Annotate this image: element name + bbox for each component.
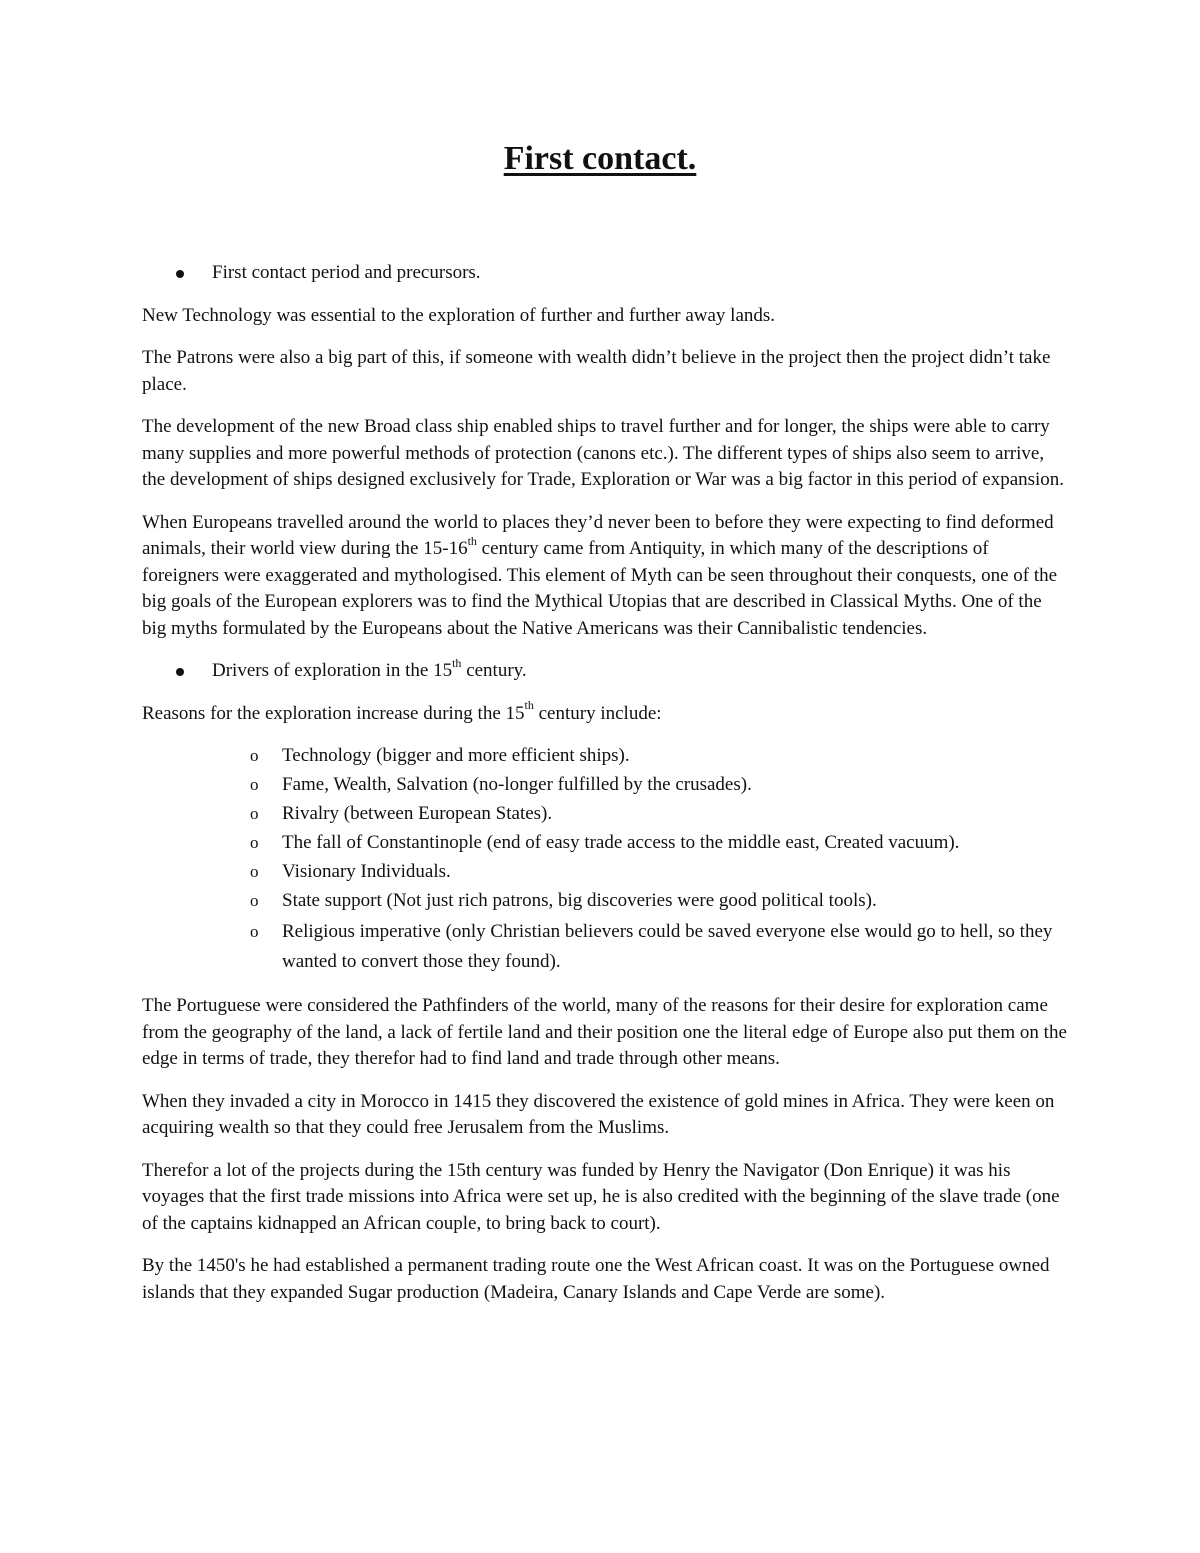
- circle-bullet-icon: o: [250, 775, 259, 794]
- list-item-text: State support (Not just rich patrons, big discoveries were good political tools).: [282, 890, 877, 911]
- text-segment: century.: [461, 660, 527, 681]
- document-body: [142, 260, 1067, 1322]
- bullet-text: First contact period and precursors.: [212, 262, 481, 283]
- paragraph-broad-class-ship: The development of the new Broad class ship enabled ships to travel further and for longer, the ships were able to carry many supplies and more powerful methods of protection (canons etc.). The different types of ships also seem to arrive, the development of ships designed exclusively for Trade, Exploration or War was a big factor in this period of expansion.: [142, 416, 1065, 490]
- bullet-text: [212, 655, 527, 681]
- paragraph-new-technology: New Technology was essential to the exploration of further and further away lands.: [142, 304, 776, 326]
- circle-bullet-icon: o: [250, 833, 259, 852]
- bullet-heading-first-contact: [142, 260, 1067, 287]
- list-item: [142, 743, 1067, 770]
- bullet-icon: [176, 668, 184, 676]
- list-item-text: Religious imperative (only Christian believers could be saved everyone else would go to hell, so they wanted to convert those they found).: [282, 921, 1053, 972]
- text-segment: century include:: [533, 702, 662, 724]
- bullet-heading-drivers: [142, 655, 1067, 685]
- superscript: th: [467, 533, 477, 548]
- paragraph-portuguese-pathfinders: The Portuguese were considered the Pathfinders of the world, many of the reasons for their desire for exploration came from the geography of the land, a lack of fertile land and their position one the literal edge of Europe also put them on the edge in terms of trade, they therefor had to find land and trade through other means.: [142, 995, 1067, 1069]
- list-item-text: Fame, Wealth, Salvation (no-longer fulfilled by the crusades).: [282, 774, 752, 795]
- text-segment: Reasons for the exploration increase during the 15: [142, 702, 525, 724]
- text-segment: century came from Antiquity, in which many of the descriptions of foreigners were exaggerated and mythologised. This element of Myth can be seen throughout their conquests, one of the big goals of the European explorers was to find the Mythical Utopias that are described in Classical Myths. One of the big myths formulated by the Europeans about the Native Americans was their Cannibalistic tendencies.: [142, 538, 1058, 639]
- list-item: [142, 830, 1067, 857]
- paragraph-reasons-intro: [142, 698, 1067, 728]
- paragraph-trading-route: By the 1450's he had established a permanent trading route one the West African coast. It was on the Portuguese owned islands that they expanded Sugar production (Madeira, Canary Islands and Cape Verde are some).: [142, 1255, 1050, 1303]
- circle-bullet-icon: o: [250, 922, 259, 941]
- text-segment: When Europeans travelled around the world to places they’d never been to before they were expecting to find deformed animals, their world view during the 15-16: [142, 511, 1054, 559]
- list-item-text: The fall of Constantinople (end of easy trade access to the middle east, Created vacuum).: [282, 832, 960, 853]
- paragraph-henry-navigator: Therefor a lot of the projects during the 15th century was funded by Henry the Navigator (Don Enrique) it was his voyages that the first trade missions into Africa were set up, he is also credited with the beginning of the slave trade (one of the captains kidnapped an African couple, to bring back to court).: [142, 1159, 1060, 1234]
- text-segment: Drivers of exploration in the 15: [212, 660, 453, 681]
- list-item: [142, 801, 1067, 828]
- circle-bullet-icon: o: [250, 891, 259, 910]
- circle-bullet-icon: o: [250, 804, 259, 823]
- list-item: [142, 772, 1067, 799]
- list-item: [142, 859, 1067, 886]
- list-item: [142, 917, 1067, 977]
- list-item-text: Technology (bigger and more efficient ships).: [282, 745, 630, 766]
- circle-bullet-icon: o: [250, 862, 259, 881]
- reasons-list: [142, 743, 1067, 977]
- paragraph-europeans-travelled: [142, 510, 1067, 643]
- paragraph-patrons: The Patrons were also a big part of this, if someone with wealth didn’t believe in the project then the project didn’t take place.: [142, 347, 1051, 395]
- list-item-text: Rivalry (between European States).: [282, 803, 553, 824]
- page-title: First contact.: [503, 140, 697, 177]
- superscript: th: [524, 698, 534, 713]
- circle-bullet-icon: o: [250, 746, 259, 765]
- list-item: [142, 888, 1067, 915]
- list-item-text: Visionary Individuals.: [282, 861, 451, 882]
- bullet-icon: [176, 270, 184, 278]
- superscript: th: [452, 655, 462, 670]
- paragraph-morocco-1415: When they invaded a city in Morocco in 1415 they discovered the existence of gold mines in Africa. They were keen on acquiring wealth so that they could free Jerusalem from the Muslims.: [142, 1090, 1055, 1138]
